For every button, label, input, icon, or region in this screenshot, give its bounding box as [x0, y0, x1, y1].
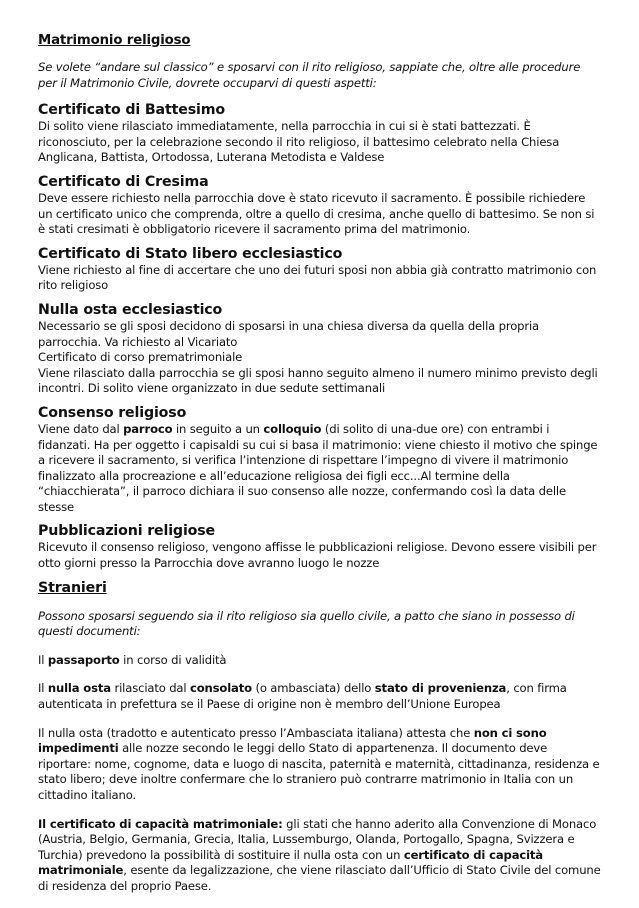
section-pubblicazioni: [38, 522, 602, 571]
highlight-colloquio: colloquio: [263, 421, 322, 436]
foreigners-intro: Possono sposarsi seguendo sia il rito religioso sia quello civile, a patto che siano in possesso di questi documenti:: [38, 608, 575, 639]
section-heading: Certificato di Stato libero ecclesiastico: [38, 245, 343, 262]
section-heading: Nulla osta ecclesiastico: [38, 301, 223, 318]
highlight-parroco: parroco: [123, 421, 173, 436]
foreigners-capacita: Il certificato di capacità matrimoniale: gli stati che hanno aderito alla Convenzione di Monaco (Austria, Belgio, Germania, Grecia, Italia, Lussemburgo, Olanda, Portogallo, Spagna, Svizzera e Turchia) prevedono la possibilità di sostituire il nulla osta con un certificato di capacità matrimoniale, esente da legalizzazione, che viene rilasciato dall’Ufficio di Stato Civile del comune di residenza del proprio Paese.: [38, 816, 601, 893]
section-cresima: [38, 173, 602, 238]
foreigners-nulla-osta: Il nulla osta rilasciato dal consolato (o ambasciata) dello stato di provenienza, con firma autenticata in prefettura se il Paese di origine non è membro dell’Unione Europea: [38, 681, 567, 712]
section-heading: Certificato di Battesimo: [38, 102, 225, 119]
section-stato-libero: [38, 245, 602, 294]
section-battesimo: [38, 101, 602, 166]
section-text: Viene dato dal parroco in seguito a un colloquio (di solito di una-due ore) con entrambi i fidanzati. Ha per oggetto i capisaldi su cui si basa il matrimonio: viene chiesto il motivo che spinge a ricevere il sacramento, si verifica l’intenzione di rispettare l’impegno di vivere il matrimonio finalizzato alla procreazione e all’educazione religiosa dei figli ecc...Al termine della “chiacchierata”, il parroco dichiara il suo consenso alle nozze, confermando così la data delle stesse: [38, 421, 598, 514]
intro-text: Se volete “andare sul classico” e sposarvi con il rito religioso, sappiate che, oltre alle procedure per il Matrimonio Civile, dovrete occuparvi di questi aspetti:: [38, 60, 581, 90]
foreigners-title: Stranieri: [38, 579, 107, 596]
section-text: Ricevuto il consenso religioso, vengono affisse le pubblicazioni religiose. Devono essere visibili per otto giorni presso la Parrocchia dove avranno luogo le nozze: [38, 540, 597, 571]
foreigners-passport: Il passaporto in corso di validità: [38, 652, 227, 667]
section-text: Necessario se gli sposi decidono di sposarsi in una chiesa diversa da quella della propria parrocchia. Va richiesto al Vicariato: [38, 318, 540, 349]
document-page: [38, 32, 602, 908]
section-heading: Consenso religioso: [38, 404, 187, 421]
section-text: Certificato di corso prematrimoniale: [38, 350, 243, 365]
section-heading: Certificato di Cresima: [38, 173, 209, 190]
section-text: Deve essere richiesto nella parrocchia dove è stato ricevuto il sacramento. È possibile richiedere un certificato unico che comprenda, oltre a quello di cresima, anche quello di battesimo. Se non si è stati cresimati è obbligatorio ricevere il sacramento prima del matrimonio.: [38, 190, 595, 237]
page-title: Matrimonio religioso: [38, 33, 191, 48]
section-heading: Pubblicazioni religiose: [38, 523, 216, 540]
section-text: Di solito viene rilasciato immediatamente, nella parrocchia in cui si è stati battezzati. È riconosciuto, per la celebrazione secondo il rito religioso, il battesimo celebrato nella Chiesa Anglicana, Battista, Ortodossa, Luterana Metodista e Valdese: [38, 119, 560, 165]
foreigners-impedimenti: Il nulla osta (tradotto e autenticato presso l’Ambasciata italiana) attesta che non ci sono impedimenti alle nozze secondo le leggi dello Stato di appartenenza. Il documento deve riportare: nome, cognome, data e luogo di nascita, paternità e maternità, cittadinanza, residenza e stato libero; deve inoltre confermare che lo straniero può contrarre matrimonio in Italia con un cittadino italiano.: [38, 725, 600, 802]
section-nulla-osta: [38, 301, 602, 397]
section-consenso: [38, 404, 602, 516]
section-text: Viene richiesto al fine di accertare che uno dei futuri sposi non abbia già contratto matrimonio con rito religioso: [38, 262, 597, 293]
section-text: Viene rilasciato dalla parrocchia se gli sposi hanno seguito almeno il numero minimo previsto degli incontri. Di solito viene organizzato in due sedute settimanali: [38, 365, 598, 396]
